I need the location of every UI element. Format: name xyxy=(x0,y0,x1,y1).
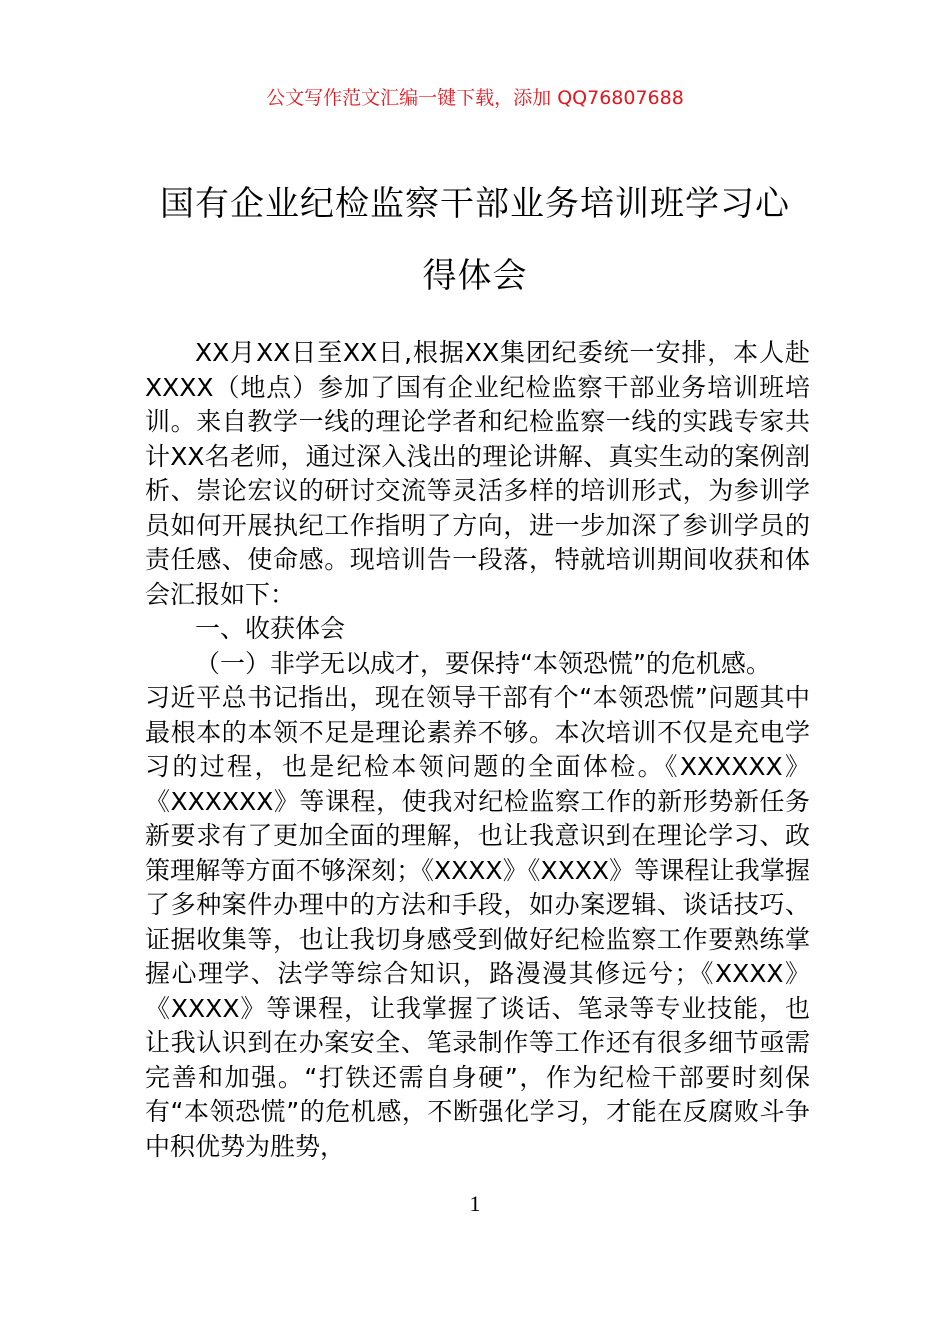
page-number: 1 xyxy=(469,1191,481,1216)
section-heading: 一、收获体会 xyxy=(195,614,346,643)
document-title-line-1: 国有企业纪检监察干部业务培训班学习心 xyxy=(160,184,790,224)
document-title xyxy=(100,168,850,312)
subsection-heading: （一）非学无以成才，要保持“本领恐慌”的危机感。 xyxy=(195,648,771,678)
subsection-paragraph: 习近平总书记指出，现在领导干部有个“本领恐慌”问题其中最根本的本领不足是理论素养不够。本次培训不仅是充电学习的过程，也是纪检本领问题的全面体检。《XXXXXX》《XXXXXX》等课程，使我对纪检监察工作的新形势新任务新要求有了更加全面的理解，也让我意识到在理论学习、政策理解等方面不够深刻；《XXXX》《XXXX》等课程让我掌握了多种案件办理中的方法和手段，如办案逻辑、谈话技巧、证据收集等，也让我切身感受到做好纪检监察工作要熟练掌握心理学、法学等综合知识，路漫漫其修远兮；《XXXX》《XXXX》等课程，让我掌握了谈话、笔录等专业技能，也让我认识到在办案安全、笔录制作等工作还有很多细节亟需完善和加强。“打铁还需自身硬”，作为纪检干部要时刻保有“本领恐慌”的危机感，不断强化学习，才能在反腐败斗争中积优势为胜势， xyxy=(145,683,810,1161)
header-banner: 公文写作范文汇编一键下载，添加 QQ76807688 xyxy=(266,87,684,109)
intro-paragraph: XX月XX日至XX日,根据XX集团纪委统一安排，本人赴XXXX（地点）参加了国有企业纪检监察干部业务培训班培训。来自教学一线的理论学者和纪检监察一线的实践专家共计XX名老师，通过深入浅出的理论讲解、真实生动的案例剖析、崇论宏议的研讨交流等灵活多样的培训形式，为参训学员如何开展执纪工作指明了方向，进一步加深了参训学员的责任感、使命感。现培训告一段落，特就培训期间收获和体会汇报如下： xyxy=(145,338,810,609)
document-body xyxy=(145,336,810,1164)
document-title-line-2: 得体会 xyxy=(422,256,528,296)
